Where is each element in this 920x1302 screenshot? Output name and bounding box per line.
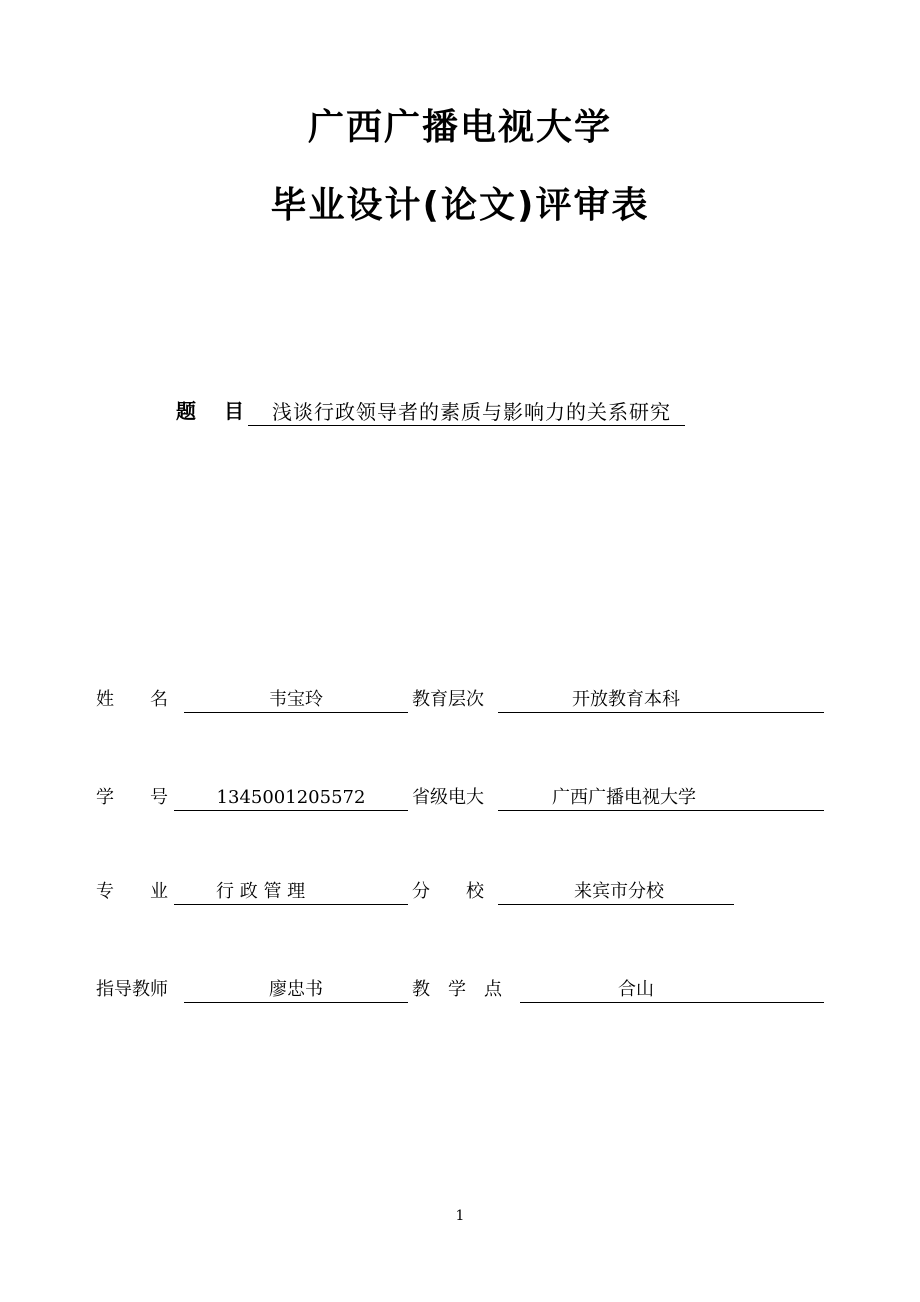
provincial-value: 广西广播电视大学 xyxy=(498,784,824,811)
branch-field xyxy=(412,878,742,906)
branch-value: 来宾市分校 xyxy=(498,878,734,905)
name-label: 姓 名 xyxy=(96,689,168,710)
site-value: 合山 xyxy=(520,976,824,1003)
topic-value: 浅谈行政领导者的素质与影响力的关系研究 xyxy=(248,399,685,426)
topic-label: 题 目 xyxy=(176,399,244,423)
site-field xyxy=(412,976,824,1004)
level-field xyxy=(412,686,824,714)
page-number: 1 xyxy=(455,1208,465,1224)
student-id-field xyxy=(96,784,416,812)
major-label: 专 业 xyxy=(96,881,168,902)
site-label: 教 学 点 xyxy=(412,979,502,1000)
advisor-field xyxy=(96,976,416,1004)
student-id-label: 学 号 xyxy=(96,787,168,808)
advisor-label: 指导教师 xyxy=(96,979,168,1000)
major-field xyxy=(96,878,416,906)
university-title: 广西广播电视大学 xyxy=(307,107,612,148)
student-id-value: 1345001205572 xyxy=(174,784,408,811)
level-label: 教育层次 xyxy=(412,689,484,710)
advisor-value: 廖忠书 xyxy=(184,976,408,1003)
form-title: 毕业设计(论文)评审表 xyxy=(270,185,650,226)
provincial-label: 省级电大 xyxy=(412,787,484,808)
provincial-field xyxy=(412,784,824,812)
name-field xyxy=(96,686,416,714)
branch-label: 分 校 xyxy=(412,881,484,902)
name-value: 韦宝玲 xyxy=(184,686,408,713)
level-value: 开放教育本科 xyxy=(498,686,824,713)
topic-row xyxy=(176,396,685,426)
major-value: 行 政 管 理 xyxy=(174,878,408,905)
